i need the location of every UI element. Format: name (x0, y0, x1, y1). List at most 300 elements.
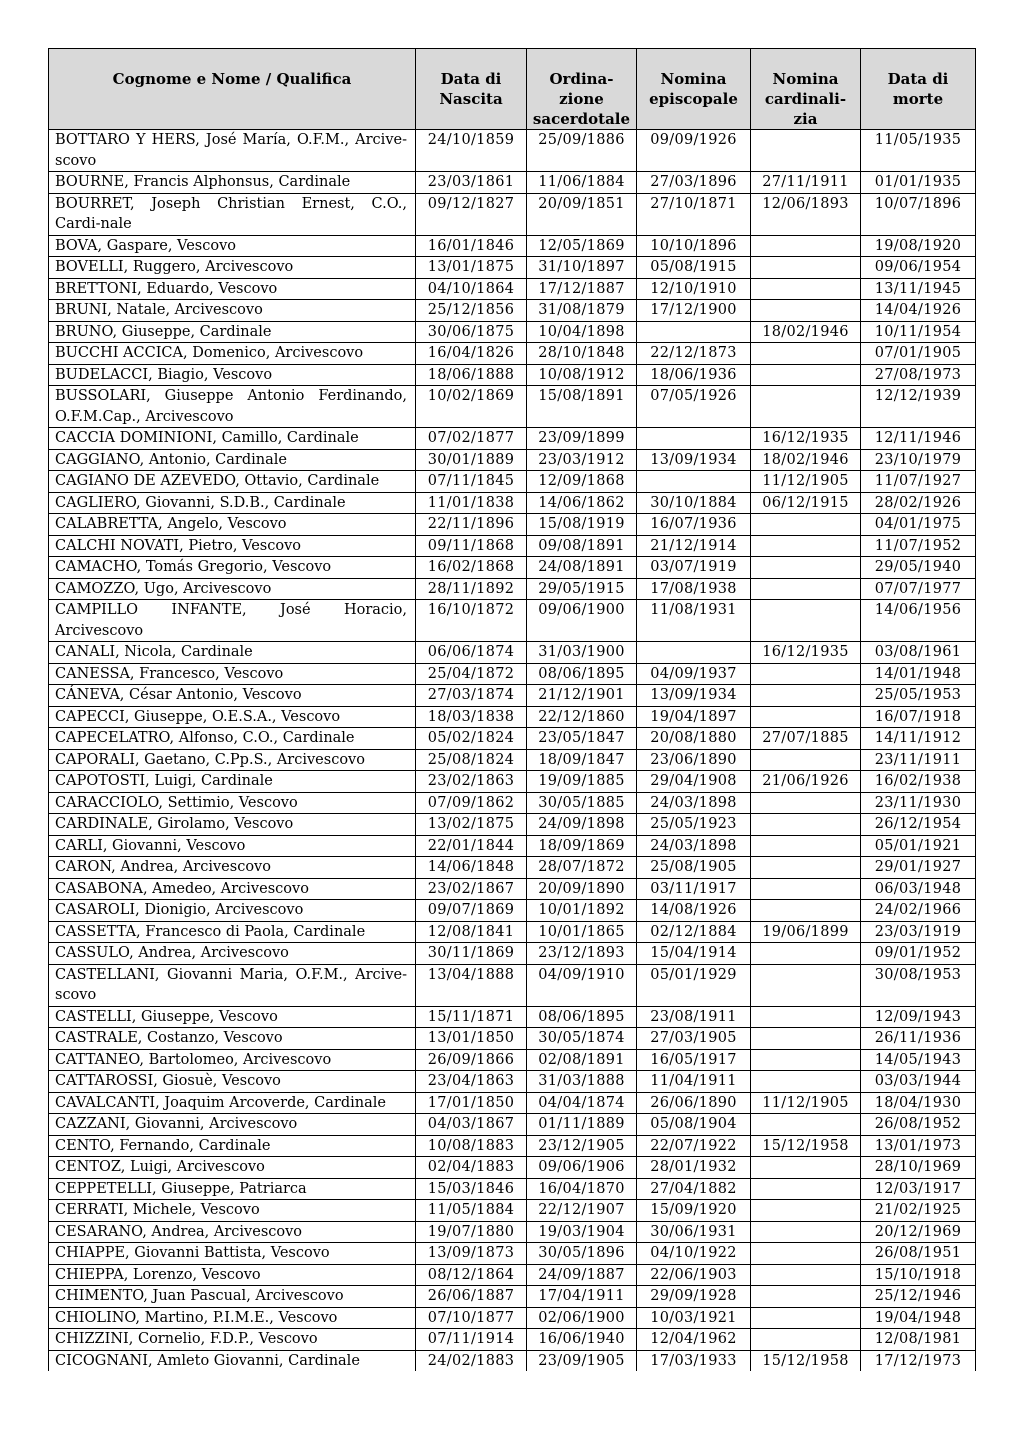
table-row (49, 449, 976, 471)
cell-episcopal: 13/09/1934 (637, 449, 751, 471)
cell-death: 10/07/1896 (861, 193, 976, 235)
cell-name: BOTTARO Y HERS, José María, O.F.M., Arcive-scovo (49, 130, 416, 172)
table-row (49, 1178, 976, 1200)
cell-cardinal (751, 1006, 861, 1028)
cell-name: CAGLIERO, Giovanni, S.D.B., Cardinale (49, 492, 416, 514)
cell-cardinal: 16/12/1935 (751, 642, 861, 664)
cell-name: CATTAROSSI, Giosuè, Vescovo (49, 1071, 416, 1093)
cell-death: 12/12/1939 (861, 386, 976, 428)
cell-birth: 11/01/1838 (416, 492, 527, 514)
cell-ordination: 09/06/1906 (527, 1157, 637, 1179)
cell-episcopal: 18/06/1936 (637, 364, 751, 386)
cell-death: 30/08/1953 (861, 964, 976, 1006)
cell-death: 13/01/1973 (861, 1135, 976, 1157)
table-row (49, 557, 976, 579)
cell-episcopal: 04/10/1922 (637, 1243, 751, 1265)
cell-name: CAPECELATRO, Alfonso, C.O., Cardinale (49, 728, 416, 750)
column-header-line: morte (892, 90, 944, 108)
cell-ordination: 23/09/1899 (527, 428, 637, 450)
cell-cardinal (751, 878, 861, 900)
cell-cardinal (751, 600, 861, 642)
cell-ordination: 21/12/1901 (527, 685, 637, 707)
column-header-ordination (527, 49, 637, 130)
cell-death: 26/08/1952 (861, 1114, 976, 1136)
cell-name: BOVELLI, Ruggero, Arcivescovo (49, 257, 416, 279)
cell-name: CAZZANI, Giovanni, Arcivescovo (49, 1114, 416, 1136)
column-header-cardinal (751, 49, 861, 130)
cell-ordination: 17/04/1911 (527, 1286, 637, 1308)
table-row (49, 771, 976, 793)
cell-birth: 16/01/1846 (416, 235, 527, 257)
cell-ordination: 25/09/1886 (527, 130, 637, 172)
cell-death: 11/07/1927 (861, 471, 976, 493)
cell-episcopal: 27/10/1871 (637, 193, 751, 235)
cell-birth: 06/06/1874 (416, 642, 527, 664)
table-row (49, 130, 976, 172)
cell-cardinal (751, 1264, 861, 1286)
table-row (49, 492, 976, 514)
cell-birth: 10/02/1869 (416, 386, 527, 428)
table-row (49, 1114, 976, 1136)
cell-death: 03/08/1961 (861, 642, 976, 664)
table-row (49, 1049, 976, 1071)
cell-name: CASTRALE, Costanzo, Vescovo (49, 1028, 416, 1050)
column-header-line: Ordina- (549, 70, 614, 88)
cell-name: CASABONA, Amedeo, Arcivescovo (49, 878, 416, 900)
cell-episcopal: 03/11/1917 (637, 878, 751, 900)
cell-birth: 13/01/1850 (416, 1028, 527, 1050)
cell-death: 09/01/1952 (861, 943, 976, 965)
cell-birth: 18/06/1888 (416, 364, 527, 386)
column-header-line: Nomina (772, 70, 839, 88)
cell-name: CENTO, Fernando, Cardinale (49, 1135, 416, 1157)
table-row (49, 428, 976, 450)
cell-episcopal: 27/03/1896 (637, 172, 751, 194)
cell-ordination: 09/06/1900 (527, 600, 637, 642)
cell-birth: 12/08/1841 (416, 921, 527, 943)
cell-birth: 11/05/1884 (416, 1200, 527, 1222)
cell-birth: 15/03/1846 (416, 1178, 527, 1200)
table-row (49, 300, 976, 322)
cell-birth: 14/06/1848 (416, 857, 527, 879)
column-header-birth (416, 49, 527, 130)
column-header-line: Cognome e Nome / Qualifica (112, 70, 352, 88)
cell-ordination: 19/03/1904 (527, 1221, 637, 1243)
cell-death: 23/11/1911 (861, 749, 976, 771)
cell-name: CALABRETTA, Angelo, Vescovo (49, 514, 416, 536)
cell-cardinal (751, 814, 861, 836)
table-row (49, 964, 976, 1006)
table-row (49, 878, 976, 900)
cell-death: 07/01/1905 (861, 343, 976, 365)
cell-death: 12/03/1917 (861, 1178, 976, 1200)
cell-cardinal: 18/02/1946 (751, 321, 861, 343)
cell-cardinal: 15/12/1958 (751, 1350, 861, 1371)
column-header-line: episcopale (649, 90, 738, 108)
cell-ordination: 10/08/1912 (527, 364, 637, 386)
cell-episcopal: 17/08/1938 (637, 578, 751, 600)
cell-ordination: 30/05/1874 (527, 1028, 637, 1050)
cell-episcopal: 15/04/1914 (637, 943, 751, 965)
cell-birth: 22/11/1896 (416, 514, 527, 536)
cell-death: 13/11/1945 (861, 278, 976, 300)
column-header-line: sacerdotale (532, 110, 631, 128)
table-row (49, 578, 976, 600)
cell-death: 20/12/1969 (861, 1221, 976, 1243)
cell-cardinal (751, 1049, 861, 1071)
cell-episcopal (637, 321, 751, 343)
cell-birth: 16/04/1826 (416, 343, 527, 365)
table-header (49, 49, 976, 130)
cell-episcopal: 17/03/1933 (637, 1350, 751, 1371)
cell-ordination: 28/07/1872 (527, 857, 637, 879)
cell-death: 16/02/1938 (861, 771, 976, 793)
cell-name: CAPOTOSTI, Luigi, Cardinale (49, 771, 416, 793)
cell-episcopal (637, 471, 751, 493)
cell-cardinal (751, 386, 861, 428)
cell-birth: 26/09/1866 (416, 1049, 527, 1071)
cell-episcopal: 05/08/1915 (637, 257, 751, 279)
table-row (49, 535, 976, 557)
cell-death: 28/02/1926 (861, 492, 976, 514)
cell-ordination: 18/09/1847 (527, 749, 637, 771)
cell-ordination: 20/09/1890 (527, 878, 637, 900)
table-row (49, 900, 976, 922)
cell-name: CESARANO, Andrea, Arcivescovo (49, 1221, 416, 1243)
cell-episcopal: 26/06/1890 (637, 1092, 751, 1114)
table-row (49, 1221, 976, 1243)
cell-cardinal (751, 900, 861, 922)
cell-cardinal (751, 130, 861, 172)
cell-cardinal (751, 578, 861, 600)
table-row (49, 172, 976, 194)
cell-cardinal (751, 792, 861, 814)
cell-cardinal (751, 235, 861, 257)
cell-cardinal (751, 343, 861, 365)
cell-birth: 27/03/1874 (416, 685, 527, 707)
cell-name: BRUNO, Giuseppe, Cardinale (49, 321, 416, 343)
cell-name: BRUNI, Natale, Arcivescovo (49, 300, 416, 322)
cell-death: 25/12/1946 (861, 1286, 976, 1308)
cell-ordination: 31/10/1897 (527, 257, 637, 279)
cell-death: 26/08/1951 (861, 1243, 976, 1265)
cell-ordination: 10/04/1898 (527, 321, 637, 343)
cell-name: CAPORALI, Gaetano, C.Pp.S., Arcivescovo (49, 749, 416, 771)
cell-birth: 18/03/1838 (416, 706, 527, 728)
table-row (49, 471, 976, 493)
cell-birth: 25/04/1872 (416, 663, 527, 685)
table-row (49, 1135, 976, 1157)
cell-cardinal (751, 1028, 861, 1050)
cell-death: 05/01/1921 (861, 835, 976, 857)
cell-death: 09/06/1954 (861, 257, 976, 279)
table-row (49, 792, 976, 814)
cell-birth: 23/02/1867 (416, 878, 527, 900)
cell-death: 23/03/1919 (861, 921, 976, 943)
table-row (49, 1329, 976, 1351)
cell-birth: 13/04/1888 (416, 964, 527, 1006)
cell-ordination: 22/12/1907 (527, 1200, 637, 1222)
cell-cardinal (751, 749, 861, 771)
cell-name: CARLI, Giovanni, Vescovo (49, 835, 416, 857)
cell-death: 12/08/1981 (861, 1329, 976, 1351)
cell-cardinal (751, 835, 861, 857)
cell-cardinal (751, 1307, 861, 1329)
cell-episcopal: 11/04/1911 (637, 1071, 751, 1093)
cell-episcopal: 29/04/1908 (637, 771, 751, 793)
table-row (49, 1200, 976, 1222)
cell-name: CASTELLANI, Giovanni Maria, O.F.M., Arcive-scovo (49, 964, 416, 1006)
cell-death: 14/11/1912 (861, 728, 976, 750)
table-row (49, 1243, 976, 1265)
cell-name: CAGIANO DE AZEVEDO, Ottavio, Cardinale (49, 471, 416, 493)
table-row (49, 1092, 976, 1114)
cell-death: 12/09/1943 (861, 1006, 976, 1028)
table-row (49, 343, 976, 365)
cell-name: CATTANEO, Bartolomeo, Arcivescovo (49, 1049, 416, 1071)
table-row (49, 685, 976, 707)
cell-death: 18/04/1930 (861, 1092, 976, 1114)
cell-cardinal: 12/06/1893 (751, 193, 861, 235)
cell-name: CANESSA, Francesco, Vescovo (49, 663, 416, 685)
cell-ordination: 14/06/1862 (527, 492, 637, 514)
cell-episcopal: 22/06/1903 (637, 1264, 751, 1286)
table-row (49, 386, 976, 428)
cell-death: 14/01/1948 (861, 663, 976, 685)
cell-cardinal: 11/12/1905 (751, 471, 861, 493)
cell-name: BOVA, Gaspare, Vescovo (49, 235, 416, 257)
cell-birth: 07/11/1845 (416, 471, 527, 493)
cell-birth: 24/10/1859 (416, 130, 527, 172)
cell-cardinal (751, 514, 861, 536)
table-row (49, 257, 976, 279)
cell-cardinal (751, 300, 861, 322)
cell-cardinal: 15/12/1958 (751, 1135, 861, 1157)
table-row (49, 706, 976, 728)
cell-birth: 13/01/1875 (416, 257, 527, 279)
cell-cardinal: 16/12/1935 (751, 428, 861, 450)
cell-ordination: 04/09/1910 (527, 964, 637, 1006)
table-row (49, 193, 976, 235)
column-header-line: Data di (887, 70, 949, 88)
cell-name: CALCHI NOVATI, Pietro, Vescovo (49, 535, 416, 557)
cell-name: CASTELLI, Giuseppe, Vescovo (49, 1006, 416, 1028)
cell-episcopal: 11/08/1931 (637, 600, 751, 642)
table-row (49, 814, 976, 836)
cell-birth: 25/12/1856 (416, 300, 527, 322)
cell-episcopal: 30/06/1931 (637, 1221, 751, 1243)
cell-ordination: 01/11/1889 (527, 1114, 637, 1136)
cell-ordination: 30/05/1885 (527, 792, 637, 814)
cell-death: 16/07/1918 (861, 706, 976, 728)
cell-episcopal: 15/09/1920 (637, 1200, 751, 1222)
cell-cardinal: 06/12/1915 (751, 492, 861, 514)
cell-name: CASAROLI, Dionigio, Arcivescovo (49, 900, 416, 922)
table-row (49, 857, 976, 879)
cell-name: CAVALCANTI, Joaquim Arcoverde, Cardinale (49, 1092, 416, 1114)
cell-birth: 07/11/1914 (416, 1329, 527, 1351)
cell-ordination: 15/08/1891 (527, 386, 637, 428)
cell-death: 28/10/1969 (861, 1157, 976, 1179)
cell-episcopal: 12/10/1910 (637, 278, 751, 300)
cell-cardinal (751, 535, 861, 557)
cell-birth: 09/12/1827 (416, 193, 527, 235)
cell-birth: 26/06/1887 (416, 1286, 527, 1308)
cell-death: 03/03/1944 (861, 1071, 976, 1093)
cell-name: CÁNEVA, César Antonio, Vescovo (49, 685, 416, 707)
cell-birth: 07/10/1877 (416, 1307, 527, 1329)
cell-name: BUCCHI ACCICA, Domenico, Arcivescovo (49, 343, 416, 365)
cell-death: 07/07/1977 (861, 578, 976, 600)
cell-cardinal (751, 1157, 861, 1179)
cell-ordination: 23/05/1847 (527, 728, 637, 750)
column-header-line: zione (559, 90, 604, 108)
cell-cardinal (751, 1071, 861, 1093)
cell-death: 27/08/1973 (861, 364, 976, 386)
cell-episcopal: 07/05/1926 (637, 386, 751, 428)
cell-episcopal (637, 428, 751, 450)
cell-death: 25/05/1953 (861, 685, 976, 707)
table-row (49, 514, 976, 536)
cell-death: 01/01/1935 (861, 172, 976, 194)
table-row (49, 1286, 976, 1308)
cell-episcopal: 04/09/1937 (637, 663, 751, 685)
bishops-table (48, 48, 976, 1371)
table-row (49, 235, 976, 257)
cell-cardinal (751, 685, 861, 707)
cell-episcopal: 12/04/1962 (637, 1329, 751, 1351)
cell-birth: 23/03/1861 (416, 172, 527, 194)
cell-death: 29/01/1927 (861, 857, 976, 879)
cell-death: 04/01/1975 (861, 514, 976, 536)
table-row (49, 1157, 976, 1179)
cell-ordination: 08/06/1895 (527, 663, 637, 685)
table-row (49, 321, 976, 343)
cell-cardinal (751, 557, 861, 579)
cell-cardinal (751, 278, 861, 300)
cell-cardinal (751, 364, 861, 386)
table-row (49, 1307, 976, 1329)
cell-episcopal: 24/03/1898 (637, 792, 751, 814)
table-row (49, 728, 976, 750)
cell-birth: 28/11/1892 (416, 578, 527, 600)
cell-episcopal: 09/09/1926 (637, 130, 751, 172)
cell-cardinal (751, 257, 861, 279)
cell-episcopal: 14/08/1926 (637, 900, 751, 922)
cell-ordination: 24/08/1891 (527, 557, 637, 579)
document-page (48, 48, 975, 1371)
cell-cardinal (751, 663, 861, 685)
cell-name: CERRATI, Michele, Vescovo (49, 1200, 416, 1222)
cell-episcopal: 03/07/1919 (637, 557, 751, 579)
cell-episcopal: 22/12/1873 (637, 343, 751, 365)
cell-ordination: 31/08/1879 (527, 300, 637, 322)
cell-birth: 30/11/1869 (416, 943, 527, 965)
cell-name: CEPPETELLI, Giuseppe, Patriarca (49, 1178, 416, 1200)
cell-death: 10/11/1954 (861, 321, 976, 343)
cell-birth: 07/02/1877 (416, 428, 527, 450)
cell-birth: 15/11/1871 (416, 1006, 527, 1028)
cell-episcopal: 27/04/1882 (637, 1178, 751, 1200)
cell-name: CHIEPPA, Lorenzo, Vescovo (49, 1264, 416, 1286)
cell-ordination: 24/09/1887 (527, 1264, 637, 1286)
column-header-name (49, 49, 416, 130)
cell-ordination: 23/03/1912 (527, 449, 637, 471)
cell-cardinal (751, 943, 861, 965)
cell-death: 19/08/1920 (861, 235, 976, 257)
cell-name: CACCIA DOMINIONI, Camillo, Cardinale (49, 428, 416, 450)
table-row (49, 921, 976, 943)
table-row (49, 749, 976, 771)
cell-death: 21/02/1925 (861, 1200, 976, 1222)
cell-birth: 24/02/1883 (416, 1350, 527, 1371)
column-header-line: Data di (440, 70, 502, 88)
cell-ordination: 09/08/1891 (527, 535, 637, 557)
cell-name: CICOGNANI, Amleto Giovanni, Cardinale (49, 1350, 416, 1371)
table-row (49, 1071, 976, 1093)
cell-cardinal: 27/11/1911 (751, 172, 861, 194)
cell-cardinal: 19/06/1899 (751, 921, 861, 943)
cell-birth: 16/10/1872 (416, 600, 527, 642)
cell-episcopal: 27/03/1905 (637, 1028, 751, 1050)
cell-episcopal: 16/07/1936 (637, 514, 751, 536)
cell-cardinal (751, 706, 861, 728)
cell-death: 19/04/1948 (861, 1307, 976, 1329)
cell-name: CENTOZ, Luigi, Arcivescovo (49, 1157, 416, 1179)
table-row (49, 600, 976, 642)
cell-cardinal (751, 1221, 861, 1243)
cell-birth: 04/03/1867 (416, 1114, 527, 1136)
cell-ordination: 16/04/1870 (527, 1178, 637, 1200)
cell-ordination: 23/12/1905 (527, 1135, 637, 1157)
cell-cardinal (751, 1114, 861, 1136)
cell-name: BRETTONI, Eduardo, Vescovo (49, 278, 416, 300)
table-row (49, 1350, 976, 1371)
cell-episcopal: 23/06/1890 (637, 749, 751, 771)
cell-episcopal: 20/08/1880 (637, 728, 751, 750)
cell-episcopal: 10/10/1896 (637, 235, 751, 257)
cell-cardinal: 27/07/1885 (751, 728, 861, 750)
cell-death: 06/03/1948 (861, 878, 976, 900)
cell-episcopal: 17/12/1900 (637, 300, 751, 322)
cell-birth: 16/02/1868 (416, 557, 527, 579)
cell-ordination: 18/09/1869 (527, 835, 637, 857)
cell-death: 23/11/1930 (861, 792, 976, 814)
cell-name: CHIZZINI, Cornelio, F.D.P., Vescovo (49, 1329, 416, 1351)
cell-name: CHIAPPE, Giovanni Battista, Vescovo (49, 1243, 416, 1265)
cell-death: 17/12/1973 (861, 1350, 976, 1371)
cell-episcopal: 29/09/1928 (637, 1286, 751, 1308)
cell-cardinal (751, 1329, 861, 1351)
cell-ordination: 12/05/1869 (527, 235, 637, 257)
cell-cardinal (751, 857, 861, 879)
cell-ordination: 19/09/1885 (527, 771, 637, 793)
cell-episcopal: 10/03/1921 (637, 1307, 751, 1329)
cell-ordination: 16/06/1940 (527, 1329, 637, 1351)
cell-ordination: 20/09/1851 (527, 193, 637, 235)
cell-death: 11/07/1952 (861, 535, 976, 557)
cell-birth: 09/07/1869 (416, 900, 527, 922)
cell-name: CAMACHO, Tomás Gregorio, Vescovo (49, 557, 416, 579)
cell-death: 23/10/1979 (861, 449, 976, 471)
cell-episcopal: 30/10/1884 (637, 492, 751, 514)
cell-name: CASSETTA, Francesco di Paola, Cardinale (49, 921, 416, 943)
table-row (49, 943, 976, 965)
cell-name: CHIOLINO, Martino, P.I.M.E., Vescovo (49, 1307, 416, 1329)
cell-death: 14/06/1956 (861, 600, 976, 642)
cell-ordination: 29/05/1915 (527, 578, 637, 600)
cell-birth: 07/09/1862 (416, 792, 527, 814)
